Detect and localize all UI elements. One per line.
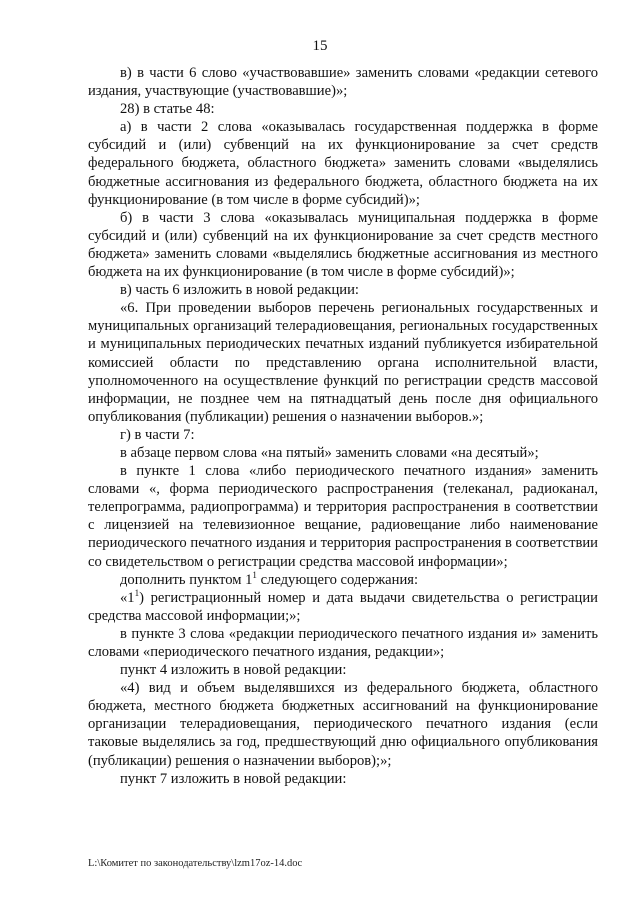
paragraph: в пункте 1 слова «либо периодического печатного издания» заменить словами «, форма периодического распространения (телеканал, радиоканал, телепрограмма, радиопрограмма) и территория распространения в соответствии с лицензией на телевизионное вещание, радиовещание либо наименование периодического печатного издания и территория распространения в соответствии со свидетельством о регистрации средства массовой информации»; bbox=[88, 463, 598, 570]
superscript: 1 bbox=[134, 587, 140, 598]
paragraph: в абзаце первом слова «на пятый» заменить словами «на десятый»; bbox=[120, 444, 539, 461]
footer-file-path: L:\Комитет по законодательству\lzm17oz-14.doc bbox=[88, 858, 303, 869]
text-fragment: следующего содержания: bbox=[256, 571, 419, 588]
paragraph: «6. При проведении выборов перечень региональных государственных и муниципальных организаций телерадиовещания, региональных государственных и муниципальных периодических печатных изданий публикуется избирательной комиссией области по представлению органа исполнительной власти, уполномоченного на осуществление функций по регистрации средств массовой информации, не позднее чем на пятнадцатый день после дня официального опубликования (публикации) решения о назначении выборов.»; bbox=[88, 300, 598, 425]
paragraph: а) в части 2 слова «оказывалась государственная поддержка в форме субсидий и (или) субвенций на их функционирование за счет средств федерального бюджета, областного бюджета» заменить словами «выделялись бюджетные ассигнования из федерального бюджета, областного бюджета на их функционирование (в том числе в форме субсидий)»; bbox=[88, 119, 598, 208]
text-fragment: дополнить пунктом 1 bbox=[120, 571, 253, 588]
document-body bbox=[88, 64, 598, 788]
paragraph: «4) вид и объем выделявшихся из федерального бюджета, областного бюджета, местного бюджета бюджетных ассигнований на функционирование организации телерадиовещания, периодического печатного издания (если таковые выделялись за год, предшествующий дню официального опубликования (публикации) решения о назначении выборов);»; bbox=[88, 680, 598, 769]
paragraph: г) в части 7: bbox=[120, 426, 195, 443]
text-fragment: «1 bbox=[120, 589, 135, 606]
paragraph: 28) в статье 48: bbox=[120, 101, 215, 118]
paragraph: в) часть 6 изложить в новой редакции: bbox=[120, 282, 359, 299]
paragraph: в пункте 3 слова «редакции периодического печатного издания и» заменить словами «периодического печатного издания, редакции»; bbox=[88, 625, 598, 660]
superscript: 1 bbox=[252, 569, 257, 580]
paragraph: б) в части 3 слова «оказывалась муниципальная поддержка в форме субсидий и (или) субвенций на их функционирование за счет средств местного бюджета» заменить словами «выделялись бюджетные ассигнования из местного бюджета на их функционирование (в том числе в форме субсидий)»; bbox=[88, 209, 598, 281]
paragraph: пункт 7 изложить в новой редакции: bbox=[120, 770, 347, 787]
text-fragment: ) регистрационный номер и дата выдачи свидетельства о регистрации средства массовой информации;»; bbox=[88, 589, 598, 624]
paragraph: в) в части 6 слово «участвовавшие» заменить словами «редакции сетевого издания, участвующие (участвовавшие)»; bbox=[88, 65, 598, 100]
paragraph: пункт 4 изложить в новой редакции: bbox=[120, 662, 347, 679]
paragraph bbox=[88, 589, 598, 625]
paragraph bbox=[88, 571, 598, 589]
page-number: 15 bbox=[312, 38, 328, 54]
